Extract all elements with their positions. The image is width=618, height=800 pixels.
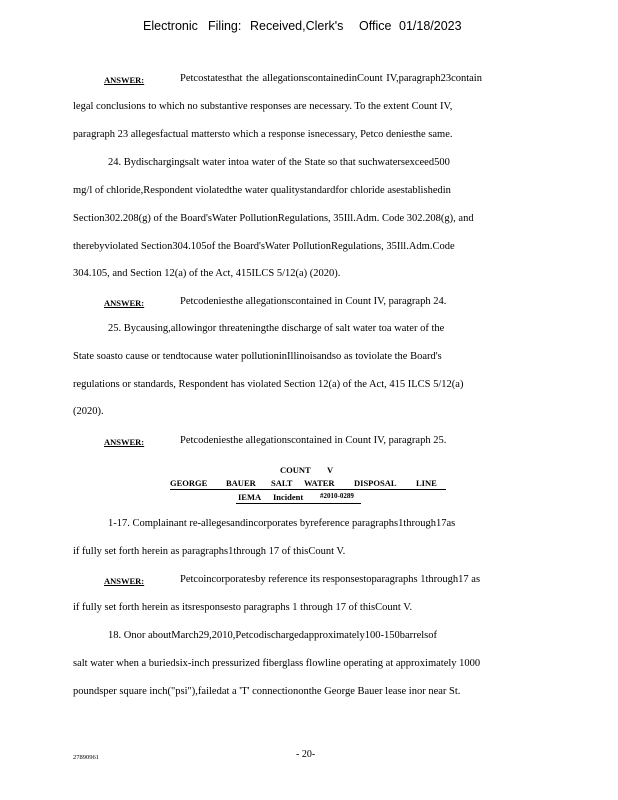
answer-text: Petcodeniesthe allegationscontained in Count IV, paragraph 24. [180,296,447,307]
heading-iema: IEMA [238,492,262,502]
heading-george: GEORGE [170,478,208,488]
answer-label: ANSWER: [104,576,145,586]
heading-line: LINE [416,478,437,488]
header-electronic: Electronic [143,19,198,33]
paragraph-line: poundsper square inch("psi"),failedat a 'T' connectiononthe George Bauer lease inor near St. [73,686,461,697]
heading-incident: Incident [273,492,304,502]
paragraph-line: therebyviolated Section304.105of the Board'sWater PollutionRegulations, 35Ill.Adm.Code [73,241,455,252]
paragraph-line: 304.105, and Section 12(a) of the Act, 415ILCS 5/12(a) (2020). [73,268,341,279]
paragraph-line: State soasto cause or tendtocause water pollutioninIllinoisandso as toviolate the Board's [73,351,442,362]
paragraph-line: mg/l of chloride,Respondent violatedthe water qualitystandardfor chloride asestablishedin [73,185,451,196]
heading-rule [170,489,446,490]
heading-rule [236,503,361,504]
paragraph-line: if fully set forth herein as paragraphs1through 17 of thisCount V. [73,546,346,557]
paragraph-line: 18. Onor aboutMarch29,2010,Petcodischargedapproximately100-150barrelsof [108,630,438,641]
heading-salt: SALT [271,478,293,488]
heading-incident-number: #2010-0289 [320,492,354,500]
paragraph-line: paragraph 23 allegesfactual mattersto which a response isnecessary, Petco deniesthe same. [73,129,453,140]
header-filing: Filing: [208,19,242,33]
paragraph-line: (2020). [73,406,104,417]
paragraph-line: legal conclusions to which no substantive responses are necessary. To the extent Count IV, [73,101,453,112]
header-office: Office [359,19,392,33]
answer-label: ANSWER: [104,298,145,308]
answer-text: Petcodeniesthe allegationscontained in Count IV, paragraph 25. [180,435,447,446]
answer-text: Petcoincorporatesby reference its responsestoparagraphs 1through17 as [180,574,481,585]
paragraph-line: salt water when a buriedsix-inch pressurized fiberglass flowline operating at approximately 1000 [73,658,481,669]
paragraph-line: 24. Bydischargingsalt water intoa water of the State so that suchwatersexceed500 [108,157,450,168]
answer-text: Petcostatesthat the allegationscontainedinCount IV,paragraph23contain [180,73,482,84]
document-id: 27890961 [73,754,99,761]
count-heading: COUNT [280,465,311,475]
heading-water: WATER [304,478,335,488]
header-date: 01/18/2023 [399,19,462,33]
paragraph-line: Section302.208(g) of the Board'sWater PollutionRegulations, 35Ill.Adm. Code 302.208(g), and [73,213,474,224]
count-number: V [327,465,334,475]
heading-disposal: DISPOSAL [354,478,397,488]
header-received: Received,Clerk's [250,19,344,33]
answer-label: ANSWER: [104,437,145,447]
answer-label: ANSWER: [104,75,145,85]
paragraph-line: 25. Bycausing,allowingor threateningthe discharge of salt water toa water of the [108,323,445,334]
paragraph-line: 1-17. Complainant re-allegesandincorporates byreference paragraphs1through17as [108,518,456,529]
page-number: - 20- [296,749,316,760]
paragraph-line: regulations or standards, Respondent has violated Section 12(a) of the Act, 415 ILCS 5/12(a) [73,379,464,390]
heading-bauer: BAUER [226,478,256,488]
paragraph-line: if fully set forth herein as itsresponsesto paragraphs 1 through 17 of thisCount V. [73,602,413,613]
